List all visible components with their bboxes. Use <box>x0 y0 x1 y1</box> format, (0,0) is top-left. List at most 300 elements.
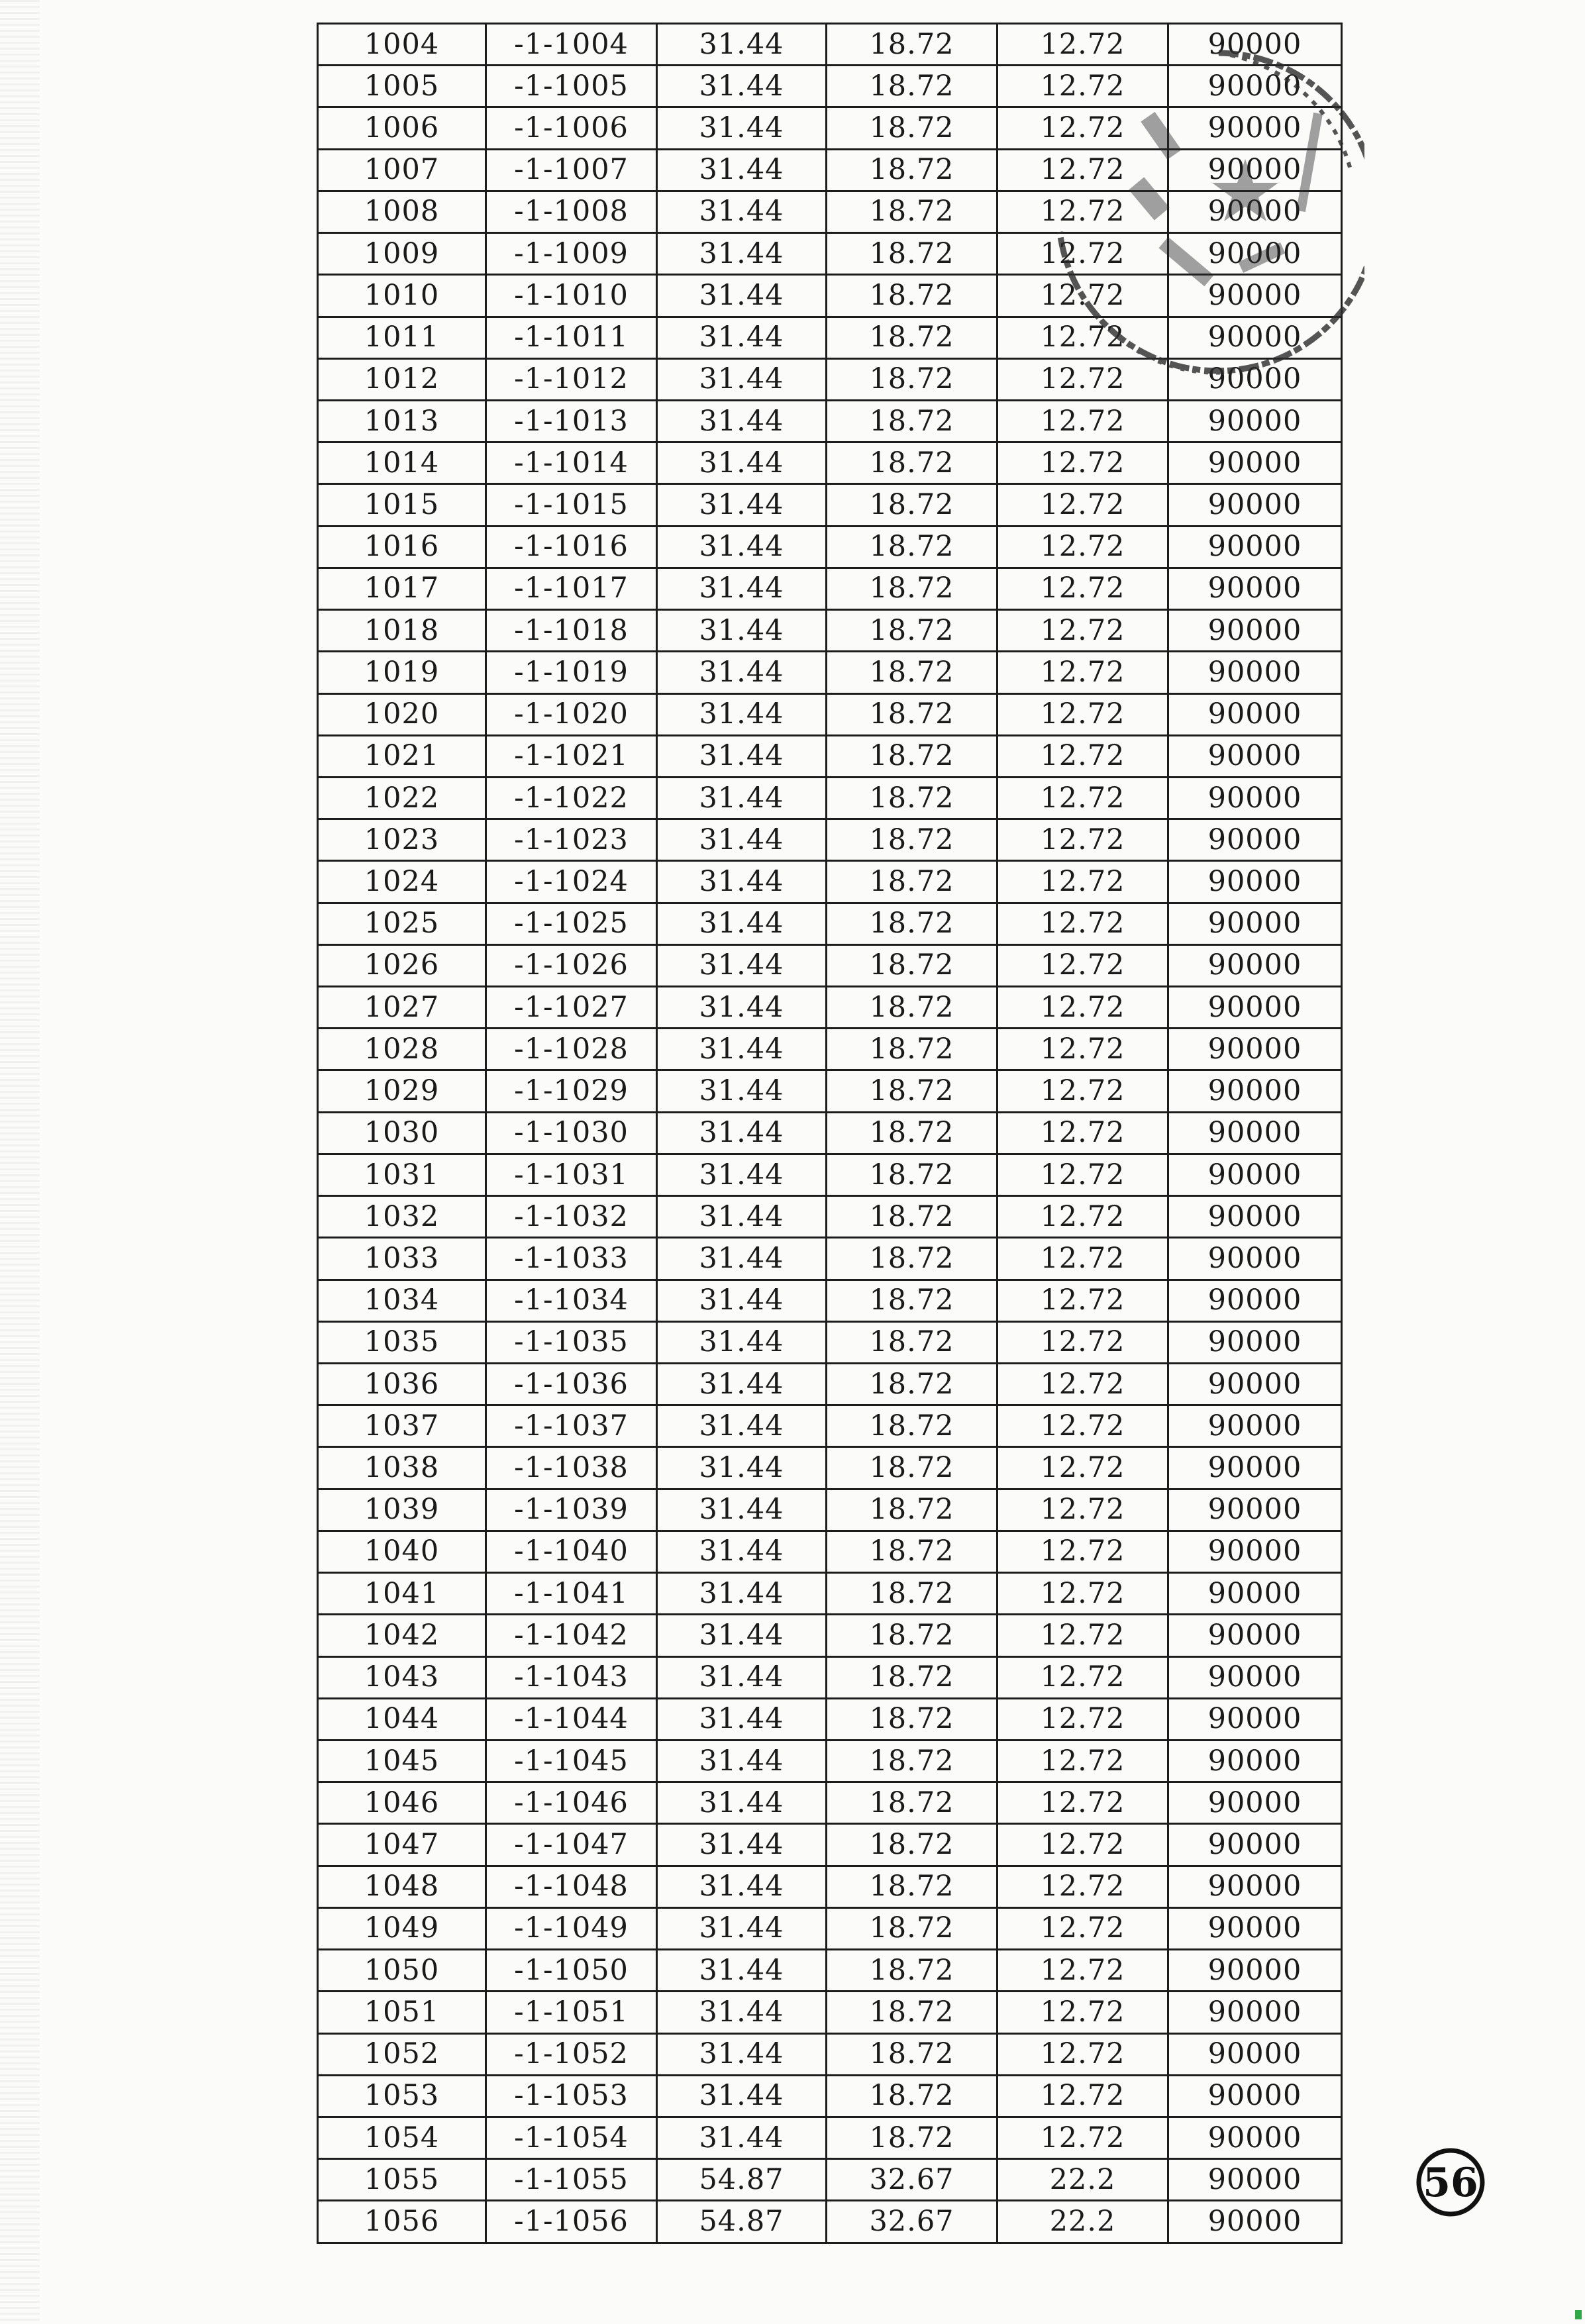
cell-unit-price: 90000 <box>1168 2117 1342 2158</box>
table-row <box>318 275 1342 317</box>
cell-room-code: -1-1039 <box>486 1489 657 1531</box>
cell-room-code: -1-1043 <box>486 1656 657 1698</box>
table-row <box>318 1992 1342 2033</box>
cell-unit-number: 1031 <box>318 1154 486 1195</box>
cell-room-code: -1-1055 <box>486 2159 657 2201</box>
cell-shared-area: 12.72 <box>997 1950 1168 1992</box>
cell-total-area: 31.44 <box>657 987 827 1029</box>
cell-unit-number: 1045 <box>318 1740 486 1782</box>
table-row <box>318 233 1342 275</box>
cell-unit-price: 90000 <box>1168 1824 1342 1866</box>
table-row <box>318 1740 1342 1782</box>
cell-inner-area: 18.72 <box>827 1992 997 2033</box>
cell-shared-area: 12.72 <box>997 1573 1168 1615</box>
cell-total-area: 31.44 <box>657 1280 827 1321</box>
cell-total-area: 31.44 <box>657 1489 827 1531</box>
table-row <box>318 568 1342 609</box>
cell-room-code: -1-1030 <box>486 1112 657 1154</box>
cell-inner-area: 18.72 <box>827 861 997 903</box>
cell-unit-number: 1021 <box>318 735 486 777</box>
cell-unit-price: 90000 <box>1168 735 1342 777</box>
cell-unit-price: 90000 <box>1168 2033 1342 2075</box>
cell-unit-price: 90000 <box>1168 1280 1342 1321</box>
cell-total-area: 31.44 <box>657 1950 827 1992</box>
cell-shared-area: 12.72 <box>997 1321 1168 1363</box>
cell-unit-price: 90000 <box>1168 1364 1342 1405</box>
table-row <box>318 191 1342 232</box>
cell-total-area: 31.44 <box>657 275 827 317</box>
table-row <box>318 2201 1342 2243</box>
cell-room-code: -1-1017 <box>486 568 657 609</box>
cell-unit-price: 90000 <box>1168 400 1342 442</box>
cell-inner-area: 18.72 <box>827 1112 997 1154</box>
cell-total-area: 31.44 <box>657 1154 827 1195</box>
cell-inner-area: 18.72 <box>827 1154 997 1195</box>
cell-unit-number: 1046 <box>318 1782 486 1824</box>
cell-inner-area: 18.72 <box>827 1698 997 1740</box>
table-row <box>318 652 1342 693</box>
cell-shared-area: 12.72 <box>997 1782 1168 1824</box>
table-row <box>318 1321 1342 1363</box>
cell-inner-area: 18.72 <box>827 652 997 693</box>
cell-inner-area: 18.72 <box>827 1029 997 1070</box>
cell-shared-area: 12.72 <box>997 275 1168 317</box>
cell-room-code: -1-1009 <box>486 233 657 275</box>
cell-total-area: 31.44 <box>657 1573 827 1615</box>
cell-inner-area: 18.72 <box>827 400 997 442</box>
cell-total-area: 31.44 <box>657 358 827 400</box>
cell-inner-area: 18.72 <box>827 526 997 568</box>
table-row <box>318 484 1342 526</box>
table-row <box>318 777 1342 819</box>
cell-unit-price: 90000 <box>1168 652 1342 693</box>
cell-inner-area: 18.72 <box>827 1615 997 1656</box>
cell-total-area: 31.44 <box>657 903 827 944</box>
cell-unit-number: 1017 <box>318 568 486 609</box>
cell-unit-number: 1041 <box>318 1573 486 1615</box>
cell-inner-area: 18.72 <box>827 191 997 232</box>
cell-total-area: 31.44 <box>657 24 827 66</box>
cell-total-area: 31.44 <box>657 2117 827 2158</box>
cell-room-code: -1-1032 <box>486 1196 657 1238</box>
table-row <box>318 1447 1342 1489</box>
cell-room-code: -1-1005 <box>486 66 657 107</box>
cell-room-code: -1-1028 <box>486 1029 657 1070</box>
cell-total-area: 31.44 <box>657 1029 827 1070</box>
cell-total-area: 31.44 <box>657 191 827 232</box>
cell-room-code: -1-1038 <box>486 1447 657 1489</box>
cell-unit-number: 1023 <box>318 819 486 861</box>
cell-total-area: 31.44 <box>657 1405 827 1447</box>
cell-total-area: 31.44 <box>657 66 827 107</box>
table-row <box>318 66 1342 107</box>
cell-unit-price: 90000 <box>1168 1112 1342 1154</box>
cell-shared-area: 12.72 <box>997 526 1168 568</box>
cell-shared-area: 12.72 <box>997 652 1168 693</box>
table-row <box>318 1531 1342 1572</box>
cell-total-area: 31.44 <box>657 484 827 526</box>
cell-unit-number: 1051 <box>318 1992 486 2033</box>
cell-unit-number: 1040 <box>318 1531 486 1572</box>
table-row <box>318 2159 1342 2201</box>
cell-unit-price: 90000 <box>1168 107 1342 149</box>
cell-shared-area: 12.72 <box>997 1070 1168 1112</box>
cell-unit-number: 1026 <box>318 944 486 986</box>
cell-unit-price: 90000 <box>1168 1029 1342 1070</box>
cell-unit-price: 90000 <box>1168 442 1342 484</box>
cell-room-code: -1-1019 <box>486 652 657 693</box>
cell-unit-price: 90000 <box>1168 1154 1342 1195</box>
cell-unit-number: 1035 <box>318 1321 486 1363</box>
scan-noise-strip <box>0 0 40 2324</box>
cell-total-area: 54.87 <box>657 2201 827 2243</box>
cell-unit-number: 1036 <box>318 1364 486 1405</box>
cell-total-area: 31.44 <box>657 1656 827 1698</box>
cell-shared-area: 12.72 <box>997 317 1168 358</box>
cell-unit-price: 90000 <box>1168 2201 1342 2243</box>
cell-inner-area: 18.72 <box>827 66 997 107</box>
cell-unit-number: 1047 <box>318 1824 486 1866</box>
cell-room-code: -1-1042 <box>486 1615 657 1656</box>
cell-room-code: -1-1040 <box>486 1531 657 1572</box>
cell-unit-number: 1022 <box>318 777 486 819</box>
table-row <box>318 1280 1342 1321</box>
cell-total-area: 31.44 <box>657 442 827 484</box>
cell-unit-number: 1042 <box>318 1615 486 1656</box>
table-row <box>318 149 1342 191</box>
cell-room-code: -1-1013 <box>486 400 657 442</box>
cell-inner-area: 18.72 <box>827 484 997 526</box>
cell-shared-area: 12.72 <box>997 2117 1168 2158</box>
cell-room-code: -1-1026 <box>486 944 657 986</box>
cell-unit-number: 1049 <box>318 1907 486 1949</box>
cell-unit-price: 90000 <box>1168 1447 1342 1489</box>
cell-inner-area: 18.72 <box>827 1573 997 1615</box>
cell-shared-area: 12.72 <box>997 400 1168 442</box>
cell-shared-area: 12.72 <box>997 484 1168 526</box>
cell-unit-number: 1005 <box>318 66 486 107</box>
cell-unit-number: 1043 <box>318 1656 486 1698</box>
cell-unit-price: 90000 <box>1168 568 1342 609</box>
cell-total-area: 31.44 <box>657 1698 827 1740</box>
cell-room-code: -1-1011 <box>486 317 657 358</box>
cell-room-code: -1-1053 <box>486 2075 657 2117</box>
table-row <box>318 1824 1342 1866</box>
cell-total-area: 31.44 <box>657 149 827 191</box>
cell-unit-price: 90000 <box>1168 1950 1342 1992</box>
cell-shared-area: 12.72 <box>997 861 1168 903</box>
table-row <box>318 317 1342 358</box>
cell-shared-area: 12.72 <box>997 944 1168 986</box>
cell-inner-area: 18.72 <box>827 693 997 735</box>
cell-total-area: 31.44 <box>657 2033 827 2075</box>
cell-shared-area: 12.72 <box>997 66 1168 107</box>
cell-shared-area: 12.72 <box>997 1489 1168 1531</box>
cell-shared-area: 12.72 <box>997 1029 1168 1070</box>
cell-inner-area: 18.72 <box>827 1740 997 1782</box>
table-row <box>318 1907 1342 1949</box>
cell-unit-price: 90000 <box>1168 275 1342 317</box>
cell-room-code: -1-1033 <box>486 1238 657 1280</box>
cell-inner-area: 18.72 <box>827 24 997 66</box>
cell-unit-price: 90000 <box>1168 66 1342 107</box>
cell-total-area: 54.87 <box>657 2159 827 2201</box>
cell-inner-area: 32.67 <box>827 2159 997 2201</box>
cell-unit-number: 1048 <box>318 1866 486 1907</box>
cell-unit-price: 90000 <box>1168 1656 1342 1698</box>
cell-unit-number: 1019 <box>318 652 486 693</box>
cell-room-code: -1-1018 <box>486 610 657 652</box>
cell-room-code: -1-1031 <box>486 1154 657 1195</box>
cell-shared-area: 22.2 <box>997 2159 1168 2201</box>
cell-unit-price: 90000 <box>1168 861 1342 903</box>
table-row <box>318 903 1342 944</box>
cell-unit-price: 90000 <box>1168 484 1342 526</box>
cell-unit-number: 1039 <box>318 1489 486 1531</box>
cell-total-area: 31.44 <box>657 1615 827 1656</box>
table-row <box>318 1238 1342 1280</box>
cell-total-area: 31.44 <box>657 1992 827 2033</box>
cell-inner-area: 18.72 <box>827 275 997 317</box>
cell-inner-area: 18.72 <box>827 1824 997 1866</box>
cell-unit-price: 90000 <box>1168 2159 1342 2201</box>
cell-inner-area: 18.72 <box>827 2033 997 2075</box>
cell-total-area: 31.44 <box>657 861 827 903</box>
page-number: 56 <box>1423 2160 1478 2206</box>
cell-total-area: 31.44 <box>657 526 827 568</box>
cell-inner-area: 32.67 <box>827 2201 997 2243</box>
cell-room-code: -1-1035 <box>486 1321 657 1363</box>
cell-unit-number: 1033 <box>318 1238 486 1280</box>
cell-room-code: -1-1054 <box>486 2117 657 2158</box>
cell-unit-price: 90000 <box>1168 903 1342 944</box>
cell-shared-area: 12.72 <box>997 1824 1168 1866</box>
cell-unit-number: 1018 <box>318 610 486 652</box>
cell-shared-area: 12.72 <box>997 1405 1168 1447</box>
cell-inner-area: 18.72 <box>827 944 997 986</box>
cell-shared-area: 12.72 <box>997 1154 1168 1195</box>
cell-inner-area: 18.72 <box>827 233 997 275</box>
cell-shared-area: 12.72 <box>997 1866 1168 1907</box>
table-row <box>318 819 1342 861</box>
cell-room-code: -1-1036 <box>486 1364 657 1405</box>
table-row <box>318 987 1342 1029</box>
cell-unit-price: 90000 <box>1168 1782 1342 1824</box>
cell-room-code: -1-1014 <box>486 442 657 484</box>
cell-shared-area: 12.72 <box>997 1992 1168 2033</box>
table-row <box>318 1698 1342 1740</box>
table-row <box>318 861 1342 903</box>
cell-inner-area: 18.72 <box>827 1364 997 1405</box>
cell-shared-area: 12.72 <box>997 1740 1168 1782</box>
cell-total-area: 31.44 <box>657 1112 827 1154</box>
cell-shared-area: 12.72 <box>997 1364 1168 1405</box>
cell-shared-area: 22.2 <box>997 2201 1168 2243</box>
cell-shared-area: 12.72 <box>997 24 1168 66</box>
cell-unit-price: 90000 <box>1168 819 1342 861</box>
cell-shared-area: 12.72 <box>997 693 1168 735</box>
cell-shared-area: 12.72 <box>997 149 1168 191</box>
cell-unit-price: 90000 <box>1168 1907 1342 1949</box>
cell-unit-price: 90000 <box>1168 1489 1342 1531</box>
cell-room-code: -1-1007 <box>486 149 657 191</box>
cell-unit-number: 1034 <box>318 1280 486 1321</box>
cell-shared-area: 12.72 <box>997 735 1168 777</box>
table-row <box>318 1489 1342 1531</box>
cell-shared-area: 12.72 <box>997 819 1168 861</box>
page-number-circle <box>1414 2146 1487 2219</box>
cell-inner-area: 18.72 <box>827 2117 997 2158</box>
cell-inner-area: 18.72 <box>827 1866 997 1907</box>
cell-total-area: 31.44 <box>657 652 827 693</box>
cell-inner-area: 18.72 <box>827 903 997 944</box>
table-row <box>318 693 1342 735</box>
cell-unit-price: 90000 <box>1168 1196 1342 1238</box>
cell-inner-area: 18.72 <box>827 1447 997 1489</box>
cell-total-area: 31.44 <box>657 1782 827 1824</box>
cell-inner-area: 18.72 <box>827 317 997 358</box>
cell-unit-number: 1024 <box>318 861 486 903</box>
table-row <box>318 1112 1342 1154</box>
cell-unit-number: 1004 <box>318 24 486 66</box>
cell-unit-number: 1011 <box>318 317 486 358</box>
cell-inner-area: 18.72 <box>827 735 997 777</box>
table-row <box>318 1405 1342 1447</box>
cell-inner-area: 18.72 <box>827 1907 997 1949</box>
cell-shared-area: 12.72 <box>997 610 1168 652</box>
cell-inner-area: 18.72 <box>827 1280 997 1321</box>
cell-unit-number: 1013 <box>318 400 486 442</box>
table-row <box>318 1615 1342 1656</box>
cell-room-code: -1-1044 <box>486 1698 657 1740</box>
cell-shared-area: 12.72 <box>997 2075 1168 2117</box>
cell-shared-area: 12.72 <box>997 1447 1168 1489</box>
cell-shared-area: 12.72 <box>997 1112 1168 1154</box>
cell-shared-area: 12.72 <box>997 1238 1168 1280</box>
cell-inner-area: 18.72 <box>827 1656 997 1698</box>
cell-room-code: -1-1052 <box>486 2033 657 2075</box>
cell-total-area: 31.44 <box>657 693 827 735</box>
cell-room-code: -1-1037 <box>486 1405 657 1447</box>
cell-shared-area: 12.72 <box>997 442 1168 484</box>
cell-inner-area: 18.72 <box>827 1950 997 1992</box>
cell-unit-number: 1014 <box>318 442 486 484</box>
cell-unit-number: 1050 <box>318 1950 486 1992</box>
cell-unit-number: 1010 <box>318 275 486 317</box>
cell-unit-price: 90000 <box>1168 1866 1342 1907</box>
cell-room-code: -1-1048 <box>486 1866 657 1907</box>
cell-unit-price: 90000 <box>1168 1321 1342 1363</box>
cell-total-area: 31.44 <box>657 610 827 652</box>
cell-total-area: 31.44 <box>657 944 827 986</box>
cell-unit-price: 90000 <box>1168 149 1342 191</box>
cell-shared-area: 12.72 <box>997 568 1168 609</box>
cell-shared-area: 12.72 <box>997 191 1168 232</box>
cell-room-code: -1-1015 <box>486 484 657 526</box>
cell-inner-area: 18.72 <box>827 1196 997 1238</box>
cell-room-code: -1-1047 <box>486 1824 657 1866</box>
table-row <box>318 442 1342 484</box>
table-body <box>318 24 1342 2243</box>
table-row <box>318 358 1342 400</box>
table-row <box>318 1196 1342 1238</box>
cell-total-area: 31.44 <box>657 1740 827 1782</box>
cell-total-area: 31.44 <box>657 1447 827 1489</box>
cell-room-code: -1-1027 <box>486 987 657 1029</box>
cell-total-area: 31.44 <box>657 1907 827 1949</box>
cell-shared-area: 12.72 <box>997 358 1168 400</box>
cell-room-code: -1-1022 <box>486 777 657 819</box>
cell-inner-area: 18.72 <box>827 819 997 861</box>
cell-shared-area: 12.72 <box>997 1907 1168 1949</box>
cell-room-code: -1-1023 <box>486 819 657 861</box>
table-row <box>318 1154 1342 1195</box>
cell-total-area: 31.44 <box>657 1196 827 1238</box>
cell-unit-number: 1029 <box>318 1070 486 1112</box>
cell-room-code: -1-1012 <box>486 358 657 400</box>
table-row <box>318 526 1342 568</box>
cell-unit-price: 90000 <box>1168 233 1342 275</box>
cell-unit-number: 1054 <box>318 2117 486 2158</box>
cell-unit-number: 1007 <box>318 149 486 191</box>
cell-unit-number: 1006 <box>318 107 486 149</box>
cell-shared-area: 12.72 <box>997 107 1168 149</box>
cell-total-area: 31.44 <box>657 1531 827 1572</box>
cell-room-code: -1-1056 <box>486 2201 657 2243</box>
cell-shared-area: 12.72 <box>997 1280 1168 1321</box>
cell-room-code: -1-1041 <box>486 1573 657 1615</box>
cell-unit-number: 1044 <box>318 1698 486 1740</box>
cell-room-code: -1-1016 <box>486 526 657 568</box>
cell-total-area: 31.44 <box>657 819 827 861</box>
cell-unit-price: 90000 <box>1168 693 1342 735</box>
cell-inner-area: 18.72 <box>827 1070 997 1112</box>
cell-room-code: -1-1008 <box>486 191 657 232</box>
cell-unit-number: 1055 <box>318 2159 486 2201</box>
cell-unit-price: 90000 <box>1168 944 1342 986</box>
cell-shared-area: 12.72 <box>997 1615 1168 1656</box>
cell-unit-price: 90000 <box>1168 1698 1342 1740</box>
cell-inner-area: 18.72 <box>827 568 997 609</box>
cell-total-area: 31.44 <box>657 107 827 149</box>
table-row <box>318 1029 1342 1070</box>
cell-unit-price: 90000 <box>1168 1531 1342 1572</box>
cell-unit-price: 90000 <box>1168 191 1342 232</box>
cell-inner-area: 18.72 <box>827 610 997 652</box>
cell-shared-area: 12.72 <box>997 1698 1168 1740</box>
table-row <box>318 1950 1342 1992</box>
cell-room-code: -1-1029 <box>486 1070 657 1112</box>
cell-room-code: -1-1050 <box>486 1950 657 1992</box>
cell-unit-number: 1016 <box>318 526 486 568</box>
cell-unit-number: 1028 <box>318 1029 486 1070</box>
cell-unit-number: 1020 <box>318 693 486 735</box>
cell-room-code: -1-1049 <box>486 1907 657 1949</box>
cell-total-area: 31.44 <box>657 777 827 819</box>
cell-inner-area: 18.72 <box>827 358 997 400</box>
table-row <box>318 2117 1342 2158</box>
cell-shared-area: 12.72 <box>997 903 1168 944</box>
cell-inner-area: 18.72 <box>827 1782 997 1824</box>
cell-total-area: 31.44 <box>657 1238 827 1280</box>
cell-room-code: -1-1034 <box>486 1280 657 1321</box>
cell-shared-area: 12.72 <box>997 2033 1168 2075</box>
cell-room-code: -1-1045 <box>486 1740 657 1782</box>
cell-shared-area: 12.72 <box>997 1656 1168 1698</box>
table-row <box>318 1782 1342 1824</box>
cell-total-area: 31.44 <box>657 1824 827 1866</box>
cell-unit-number: 1037 <box>318 1405 486 1447</box>
